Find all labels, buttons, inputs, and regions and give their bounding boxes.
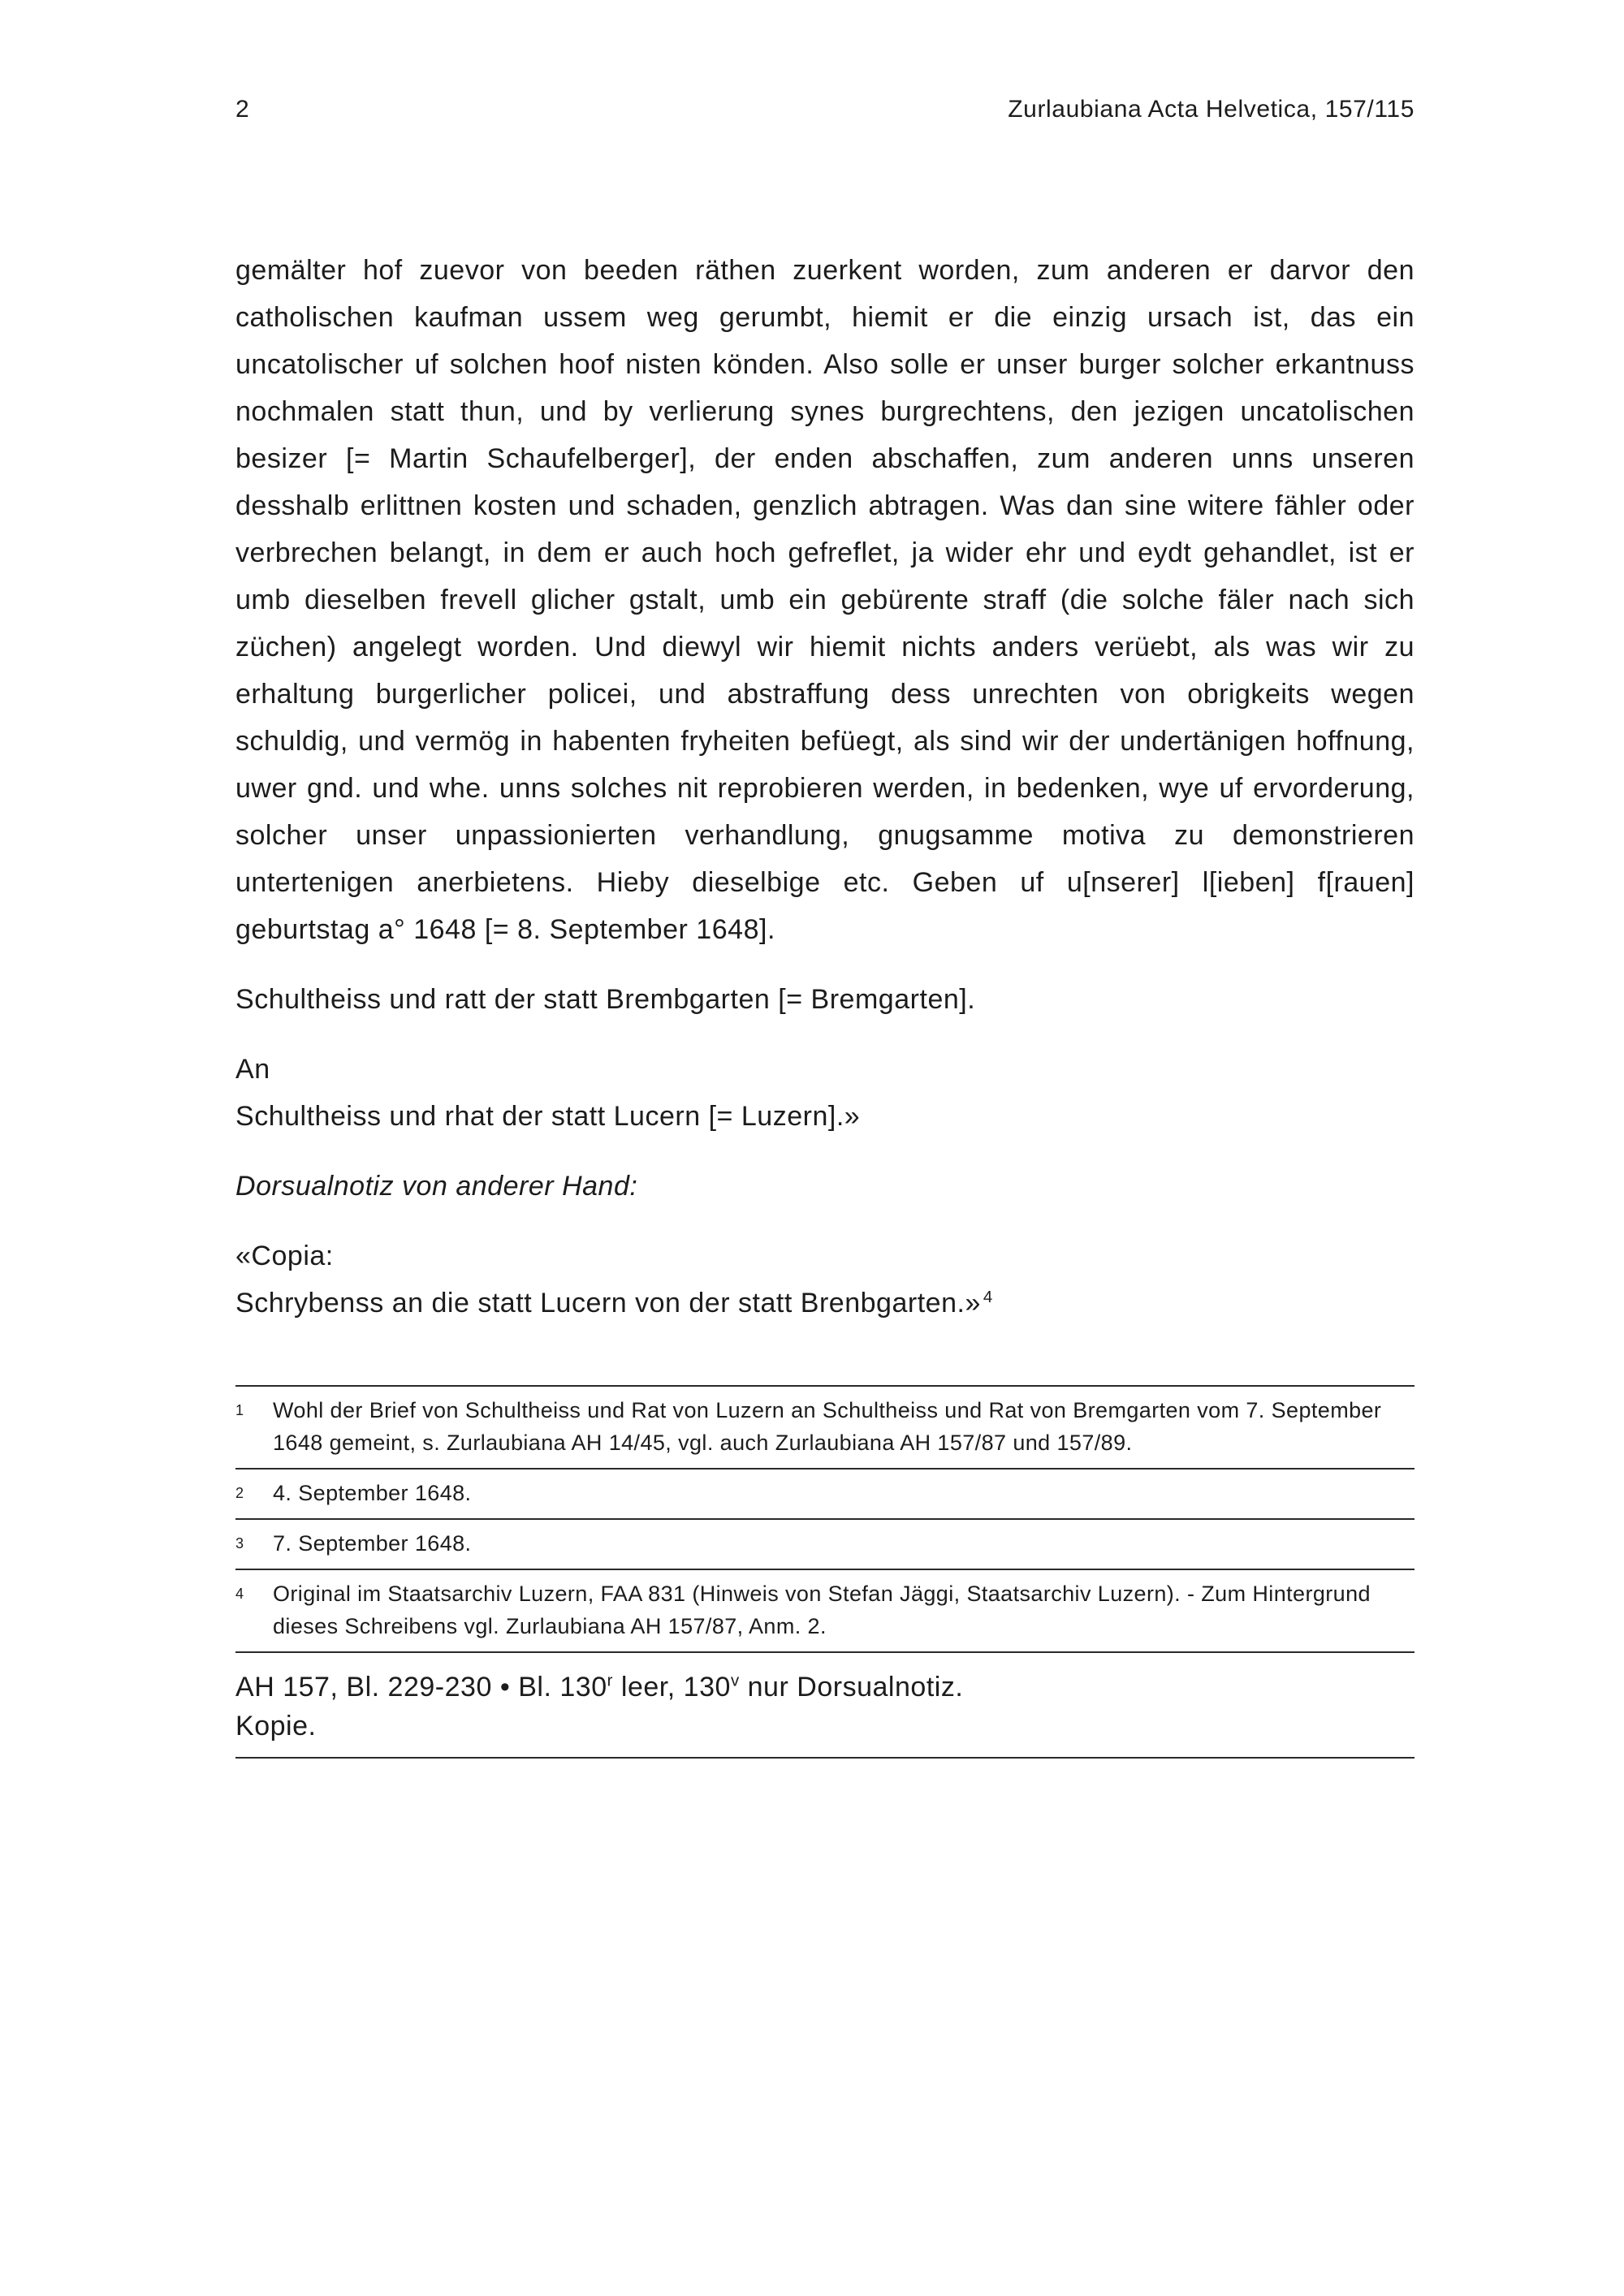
source-line: [235, 1668, 1415, 1707]
footnote-1-marker: 1: [235, 1402, 244, 1418]
dorsual-line-2-text: Schrybenss an die statt Lucern von der statt Brenbgarten.»: [235, 1288, 981, 1318]
footnote-2-text: 4. September 1648.: [273, 1481, 472, 1505]
folio-recto-superscript: r: [607, 1672, 613, 1690]
footnotes-section: [235, 1385, 1415, 1653]
footnote-1: [235, 1387, 1415, 1468]
dorsual-line-2: [235, 1280, 1415, 1327]
running-title: Zurlaubiana Acta Helvetica, 157/115: [1008, 96, 1415, 123]
address-line-2: Schultheiss und rhat der statt Lucern [= Luzern].»: [235, 1101, 861, 1132]
footnote-1-text: Wohl der Brief von Schultheiss und Rat von Luzern an Schultheiss und Rat von Bremgarten vom 7. September 1648 gemeint, s. Zurlaubiana AH 14/45, vgl. auch Zurlaubiana AH 157/87 und 157/89.: [273, 1398, 1382, 1455]
bottom-divider: [235, 1757, 1415, 1759]
footnote-4-marker: 4: [235, 1586, 244, 1602]
folio-verso-superscript: v: [730, 1672, 740, 1690]
footnote-2-marker: 2: [235, 1485, 244, 1501]
footnote-4: [235, 1570, 1415, 1651]
footnote-3-marker: 3: [235, 1535, 244, 1552]
source-note: [235, 1668, 1415, 1759]
main-text: [235, 247, 1415, 1327]
page-number: 2: [235, 96, 250, 123]
footnote-divider: [235, 1651, 1415, 1653]
signature-line: Schultheiss und ratt der statt Brembgarten [= Bremgarten].: [235, 984, 976, 1015]
address-line-1: An: [235, 1054, 270, 1085]
source-part-3: nur Dorsualnotiz.: [739, 1672, 964, 1703]
footnote-3: [235, 1520, 1415, 1569]
copy-type-label: Kopie.: [235, 1711, 317, 1741]
source-part-2: leer, 130: [612, 1672, 731, 1703]
footnote-4-text: Original im Staatsarchiv Luzern, FAA 831 (Hinweis von Stefan Jäggi, Staatsarchiv Luzern). - Zum Hintergrund dieses Schreibens vgl. Zurlaubiana AH 157/87, Anm. 2.: [273, 1582, 1371, 1638]
address-block: [235, 1046, 1415, 1140]
page-header: [235, 96, 1415, 123]
footnote-3-text: 7. September 1648.: [273, 1531, 472, 1556]
letter-body-paragraph: gemälter hof zuevor von beeden räthen zuerkent worden, zum anderen er darvor den catholischen kaufman ussem weg gerumbt, hiemit er die einzig ursach ist, das ein uncatolischer uf solchen hoof nisten könden. Also solle er unser burger solcher erkantnuss nochmalen statt thun, und by verlierung synes burgrechtens, den jezigen uncatolischen besizer [= Martin Schaufelberger], der enden abschaffen, zum anderen unns unseren desshalb erlittnen kosten und schaden, genzlich abtragen. Was dan sine witere fähler oder verbrechen belangt, in dem er auch hoch gefreflet, ja wider ehr und eydt gehandlet, ist er umb dieselben frevell glicher gstalt, umb ein gebürente straff (die solche fäler nach sich züchen) angelegt worden. Und diewyl wir hiemit nichts anders verüebt, als was wir zu erhaltung burgerlicher policei, und abstraffung dess unrechten von obrigkeits wegen schuldig, und vermög in habenten fryheiten befüegt, als sind wir der undertänigen hoffnung, uwer gnd. und whe. unns solches nit reprobieren werden, in bedenken, wye uf ervorderung, solcher unser unpassionierten verhandlung, gnugsamme motiva zu demonstrieren untertenigen anerbietens. Hieby dieselbige etc. Geben uf u[nserer] l[ieben] f[rauen] geburtstag a° 1648 [= 8. September 1648].: [235, 255, 1415, 945]
dorsual-note: [235, 1232, 1415, 1327]
footnote-ref-4: 4: [983, 1288, 993, 1306]
source-part-1: AH 157, Bl. 229-230 • Bl. 130: [235, 1672, 607, 1703]
dorsual-line-1: «Copia:: [235, 1241, 334, 1271]
dorsual-label: Dorsualnotiz von anderer Hand:: [235, 1171, 638, 1202]
footnote-2: [235, 1470, 1415, 1518]
